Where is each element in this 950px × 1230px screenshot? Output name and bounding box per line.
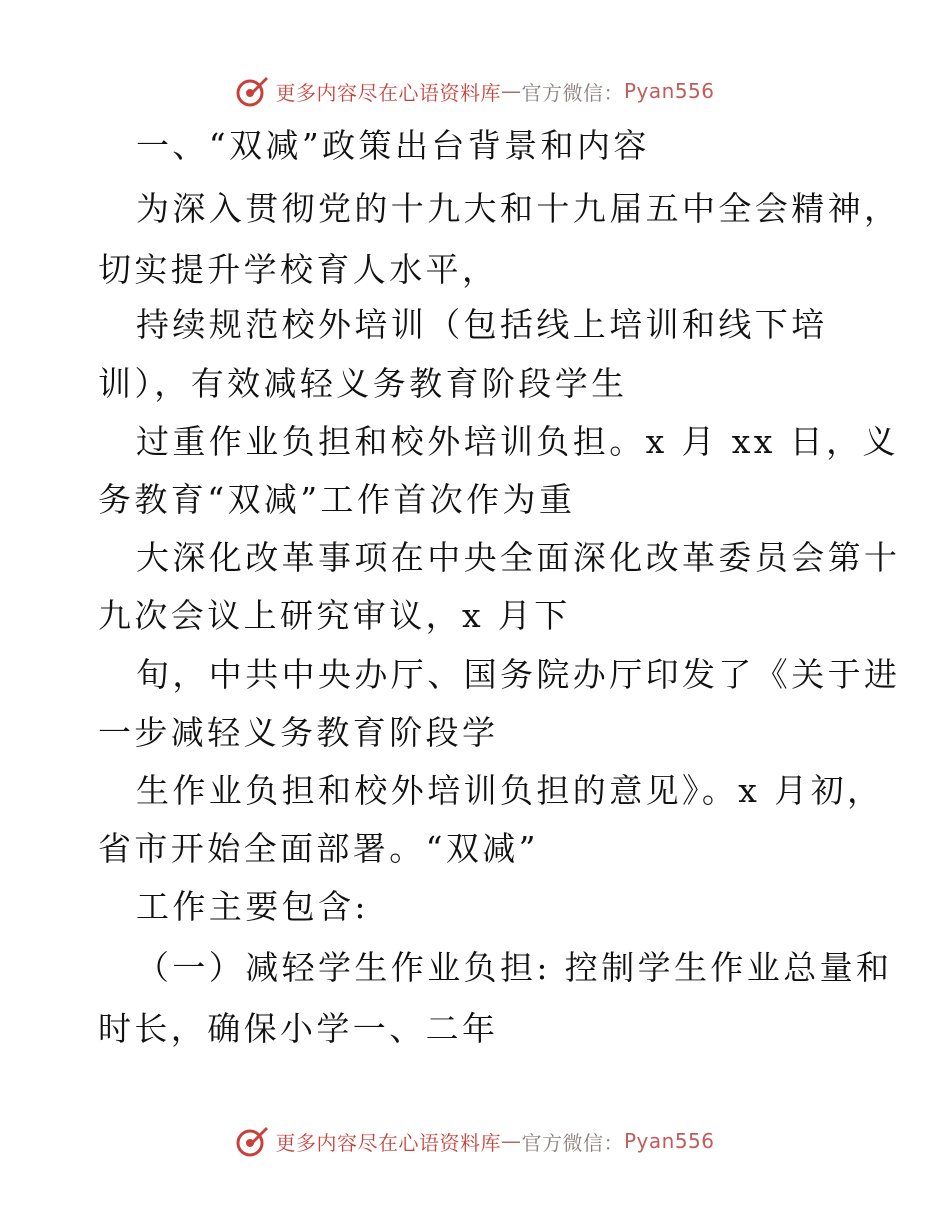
watermark-wechat-label: 官方微信： (521, 1130, 624, 1155)
watermark-account: Pyan556 (623, 1129, 715, 1153)
paragraph-line: 务教育“双减”工作首次作为重 (98, 480, 576, 519)
watermark-text: 更多内容尽在心语资料库 (275, 1130, 501, 1155)
footer-watermark (0, 1124, 950, 1158)
paragraph-line: 九次会议上研究审议，x 月下 (98, 596, 571, 635)
paragraph-line: 为深入贯彻党的十九大和十九届五中全会精神， (136, 189, 901, 228)
watermark-dash: — (500, 1129, 522, 1153)
watermark-account: Pyan556 (623, 79, 715, 103)
paragraph-line: 持续规范校外培训（包括线上培训和线下培 (136, 305, 828, 344)
paragraph-line: 切实提升学校育人水平， (98, 250, 499, 289)
paragraph-line: 时长，确保小学一、二年 (98, 1009, 499, 1048)
paragraph-line: 工作主要包含: (136, 887, 369, 926)
pen-logo-icon (235, 1124, 269, 1158)
pen-logo-icon (235, 74, 269, 108)
paragraph-line: 旬，中共中央办厅、国务院办厅印发了《关于进 (136, 655, 901, 694)
section-heading: 一、“双减”政策出台背景和内容 (136, 126, 650, 165)
header-watermark (0, 74, 950, 108)
paragraph-line: 训），有效减轻义务教育阶段学生 (98, 364, 628, 403)
paragraph-line: 生作业负担和校外培训负担的意见》。x 月初， (136, 771, 884, 810)
paragraph-line: 大深化改革事项在中央全面深化改革委员会第十 (136, 538, 901, 577)
paragraph-line: 过重作业负担和校外培训负担。x 月 xx 日，义 (136, 422, 899, 461)
paragraph-line: （一）减轻学生作业负担: 控制学生作业总量和 (136, 948, 893, 987)
watermark-wechat-label: 官方微信： (521, 80, 624, 105)
paragraph-line: 省市开始全面部署。“双减” (98, 829, 539, 868)
paragraph-line: 一步减轻义务教育阶段学 (98, 713, 499, 752)
watermark-text: 更多内容尽在心语资料库 (275, 80, 501, 105)
watermark-dash: — (500, 79, 522, 103)
